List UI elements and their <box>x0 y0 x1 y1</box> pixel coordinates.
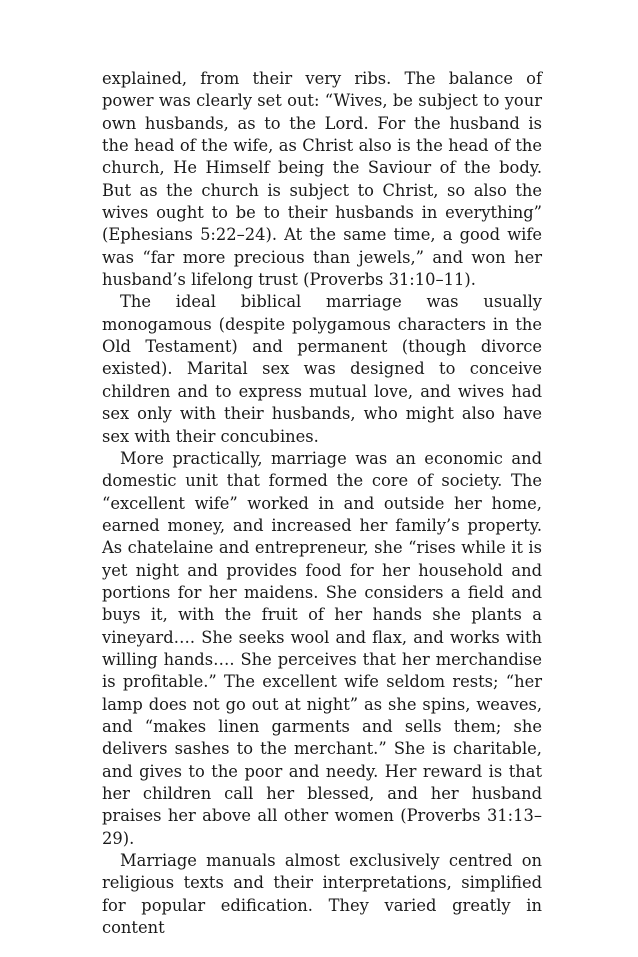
page-body <box>102 68 542 939</box>
paragraph-economic-unit: More practically, marriage was an economic and domestic unit that formed the core of society. The “excellent wife” worked in and outside her home, earned money, and increased her family’s property. As chatelaine and entrepreneur, she “rises while it is yet night and provides food for her household and portions for her maidens. She considers a field and buys it, with the fruit of her hands she plants a vineyard…. She seeks wool and flax, and works with willing hands…. She perceives that her merchandise is profitable.” The excellent wife seldom rests; “her lamp does not go out at night” as she spins, weaves, and “makes linen garments and sells them; she delivers sashes to the merchant.” She is charitable, and gives to the poor and needy. Her reward is that her children call her blessed, and her husband praises her above all other women (Proverbs 31:13–29). <box>102 448 542 848</box>
paragraph-ephesians: explained, from their very ribs. The balance of power was clearly set out: “Wives, be subject to your own husbands, as to the Lord. For the husband is the head of the wife, as Christ also is the head of the church, He Himself being the Saviour of the body. But as the church is subject to Christ, so also the wives ought to be to their husbands in everything” (Ephesians 5:22–24). At the same time, a good wife was “far more precious than jewels,” and won her husband’s lifelong trust (Proverbs 31:10–11). <box>102 69 542 290</box>
paragraph-ideal-marriage: The ideal biblical marriage was usually monogamous (despite polygamous characters in the Old Testament) and permanent (though divorce existed). Marital sex was designed to conceive children and to express mutual love, and wives had sex only with their husbands, who might also have sex with their concubines. <box>102 292 542 446</box>
paragraph-marriage-manuals: Marriage manuals almost exclusively centred on religious texts and their interpretations, simplified for popular edification. They varied greatly in content <box>102 851 542 938</box>
